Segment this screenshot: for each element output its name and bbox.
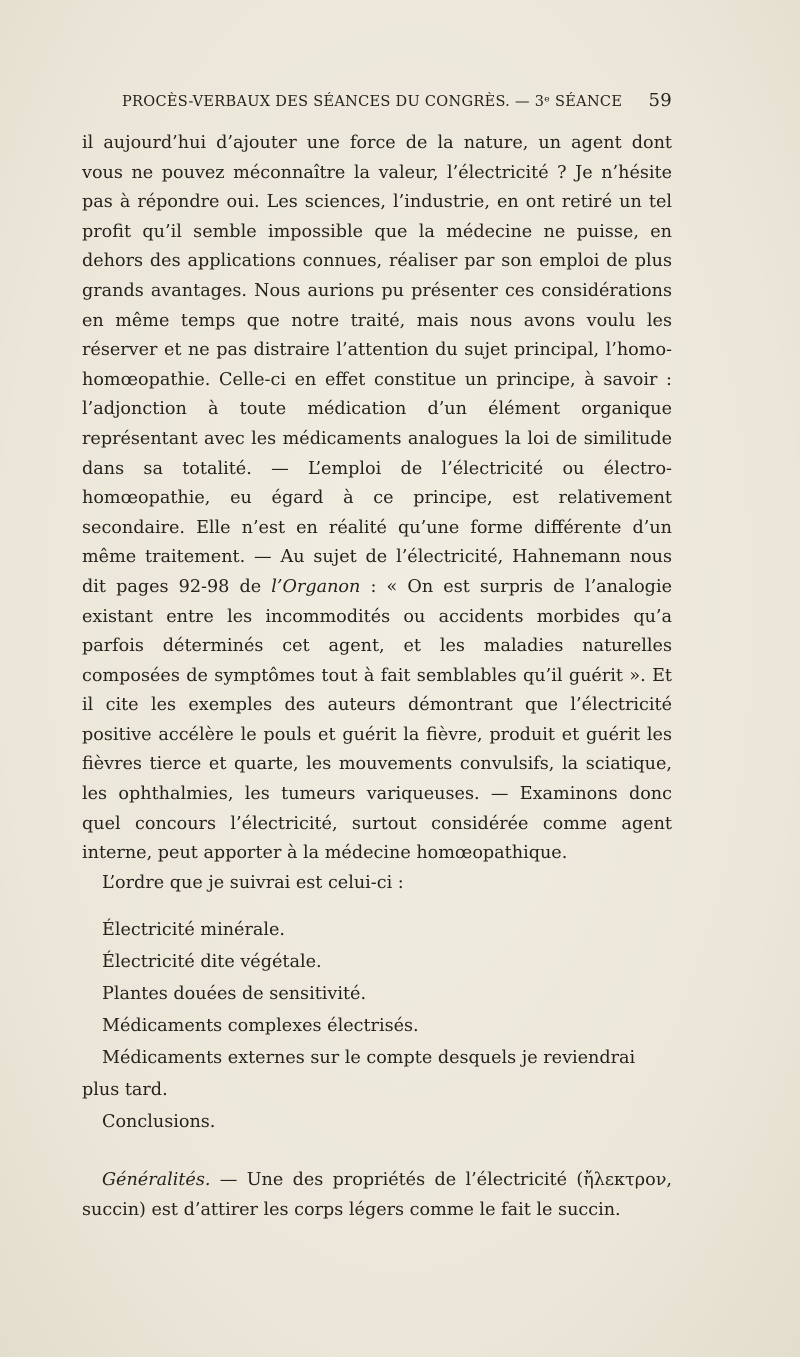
organon-title: l’Organon xyxy=(271,576,361,597)
page-body xyxy=(82,129,672,1226)
generalites-heading: Généralités. xyxy=(102,1170,211,1191)
outline-item: Médicaments complexes électrisés. xyxy=(102,1016,419,1037)
paragraph-1 xyxy=(82,129,672,869)
running-header xyxy=(122,90,672,111)
outline-item: Médicaments externes sur le compte desquels je reviendrai xyxy=(102,1048,636,1069)
paragraph-2: L’ordre que je suivrai est celui-ci : xyxy=(102,872,404,893)
generalites-paragraph xyxy=(82,1166,672,1225)
paragraph-1-text: il aujourd’hui d’ajouter une force de la nature, un agent dont vous ne pouvez méconnaître la valeur, l’électricité ? Je n’hésite pas à répondre oui. Les sciences, l’industrie, en ont retiré un tel profit qu’il semble impossible que la médecine ne puisse, en dehors des applications connues, réaliser par son emploi de plus grands avantages. Nous aurions pu présenter ces considérations en même temps que notre traité, mais nous avons voulu les réserver et ne pas distraire l’attention du sujet principal, l’homo-homœopathie. Celle-ci en effet constitue un principe, à savoir : l’adjonction à toute médication d’un élément organique représentant avec les médicaments analogues la loi de similitude dans sa totalité. — L’emploi de l’électricité ou électro-homœopathie, eu égard à ce principe, est relativement secondaire. Elle n’est en réalité qu’une forme différente d’un même traitement. — Au sujet de l’électricité, Hahnemann nous dit pages 92-98 de xyxy=(82,133,672,597)
outline-item: Électricité minérale. xyxy=(102,920,285,941)
outline-item-continuation: plus tard. xyxy=(82,1080,168,1101)
outline-list xyxy=(82,914,672,1138)
outline-item: Électricité dite végétale. xyxy=(102,952,322,973)
running-title: PROCÈS-VERBAUX DES SÉANCES DU CONGRÈS. — 3ᵉ SÉANCE xyxy=(122,94,623,110)
outline-item: Conclusions. xyxy=(102,1112,216,1133)
outline-item: Plantes douées de sensitivité. xyxy=(102,984,367,1005)
paragraph-1-end: : « On est surpris de l’analogie existant entre les incommodités ou accidents morbides qu’a parfois déterminés cet agent, et les maladies naturelles composées de symptômes tout à fait semblables qu’il guérit ». Et il cite les exemples des auteurs démontrant que l’électricité positive accélère le pouls et guérit la fièvre, produit et guérit les fièvres tierce et quarte, les mouvements convulsifs, la sciatique, les ophthalmies, les tumeurs variqueuses. — Examinons donc quel concours l’électricité, surtout considérée comme agent interne, peut apporter à la médecine homœopathique. xyxy=(82,576,672,864)
generalites-text: — Une des propriétés de l’électricité (ἤλεκτρον, succin) est d’attirer les corps légers comme le fait le succin. xyxy=(82,1170,672,1221)
page-number: 59 xyxy=(648,90,672,111)
